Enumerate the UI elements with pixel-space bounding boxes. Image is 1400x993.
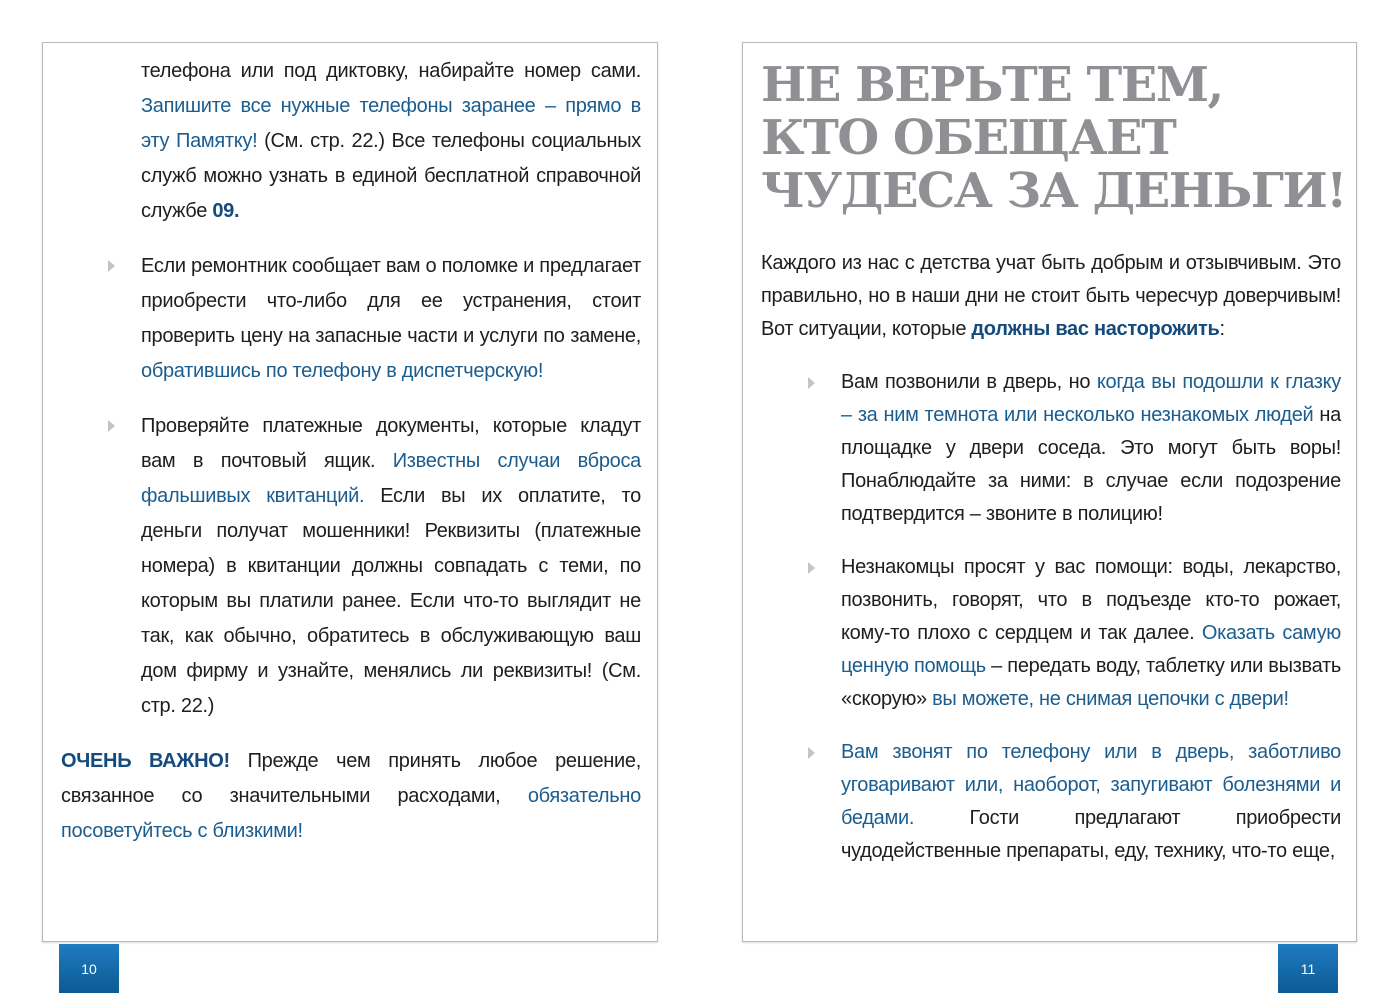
page-number-right: 11 [1278, 944, 1338, 993]
highlighted-text: Известны случаи вброса фальшивых квитанций. [141, 450, 641, 507]
heading-line: НЕ ВЕРЬТЕ ТЕМ, [761, 57, 1223, 113]
page-number-left: 10 [59, 944, 119, 993]
highlighted-text: обязательно посоветуйтесь с близкими! [61, 785, 641, 842]
paragraph [141, 54, 641, 229]
highlighted-text: ОЧЕНЬ ВАЖНО! [61, 750, 230, 772]
bullet-arrow-icon [808, 562, 815, 574]
highlighted-text: 09. [212, 200, 240, 222]
bullet-arrow-icon [108, 420, 115, 432]
right-page [742, 42, 1357, 942]
highlighted-text: Оказать самую ценную помощь [841, 622, 1341, 677]
bullet-arrow-icon [808, 377, 815, 389]
heading-line: КТО ОБЕЩАЕТ [761, 110, 1176, 166]
text-segment: – передать воду, таблетку или вызвать «скорую» [841, 655, 1341, 710]
highlighted-text: Запишите все нужные телефоны заранее – прямо в эту Памятку! [141, 95, 641, 152]
page-heading [761, 57, 1346, 219]
text-segment: : [1219, 318, 1225, 340]
highlighted-text: должны вас насторожить [971, 318, 1220, 340]
text-segment: Каждого из нас с детства учат быть добрым и отзывчивым. Это правильно, но в наши дни не стоит быть чересчур доверчивым! Вот ситуации, которые [761, 252, 1341, 340]
highlighted-text: вы можете, не снимая цепочки с двери! [932, 688, 1289, 710]
text-segment: Вам позвонили в дверь, но [841, 371, 1097, 393]
text-segment: Прежде чем принять любое решение, связанное со значительными расходами, [61, 750, 641, 807]
paragraph [761, 247, 1341, 346]
heading-line: ЧУДЕСА ЗА ДЕНЬГИ! [761, 163, 1346, 219]
bullet-item [841, 551, 1341, 716]
bullet-item [841, 366, 1341, 531]
highlighted-text: обратившись по телефону в диспетчерскую! [141, 360, 544, 382]
highlighted-text: Вам звонят по телефону или в дверь, заботливо уговаривают или, наоборот, запугивают болезнями и бедами. [841, 741, 1341, 829]
bullet-arrow-icon [808, 747, 815, 759]
text-segment: Проверяйте платежные документы, которые кладут вам в почтовый ящик. [141, 415, 641, 472]
left-page [42, 42, 658, 942]
bullet-arrow-icon [108, 260, 115, 272]
right-page-body [761, 247, 1341, 868]
text-segment: Незнакомцы просят у вас помощи: воды, лекарство, позвонить, говорят, что в подъезде кто-то рожает, кому-то плохо с сердцем и так далее. [841, 556, 1341, 644]
left-page-body [61, 54, 641, 869]
bullet-item [841, 736, 1341, 868]
text-segment: (См. стр. 22.) Все телефоны социальных служб можно узнать в единой бесплатной справочной службе [141, 130, 641, 222]
highlighted-text: когда вы подошли к глазку – за ним темнота или несколько незнакомых людей [841, 371, 1341, 426]
text-segment: Гости предлагают приобрести чудодейственные препараты, еду, технику, что-то еще, [841, 807, 1341, 862]
right-page-content [761, 57, 1346, 888]
text-segment: Если ремонтник сообщает вам о поломке и предлагает приобрести что-либо для ее устранения, стоит проверить цену на запасные части и услуги по замене, [141, 255, 641, 347]
text-segment: телефона или под диктовку, набирайте номер сами. [141, 60, 641, 82]
text-segment: Если вы их оплатите, то деньги получат мошенники! Реквизиты (платежные номера) в квитанции должны совпадать с теми, по которым вы платили ранее. Если что-то выглядит не так, как обычно, обратитесь в обслуживающую ваш дом фирму и узнайте, менялись ли реквизиты! (См. стр. 22.) [141, 485, 641, 717]
paragraph [61, 744, 641, 849]
bullet-item [141, 409, 641, 724]
text-segment: на площадке у двери соседа. Это могут быть воры! Понаблюдайте за ними: в случае если подозрение подтвердится – звоните в полицию! [841, 404, 1341, 525]
bullet-item [141, 249, 641, 389]
